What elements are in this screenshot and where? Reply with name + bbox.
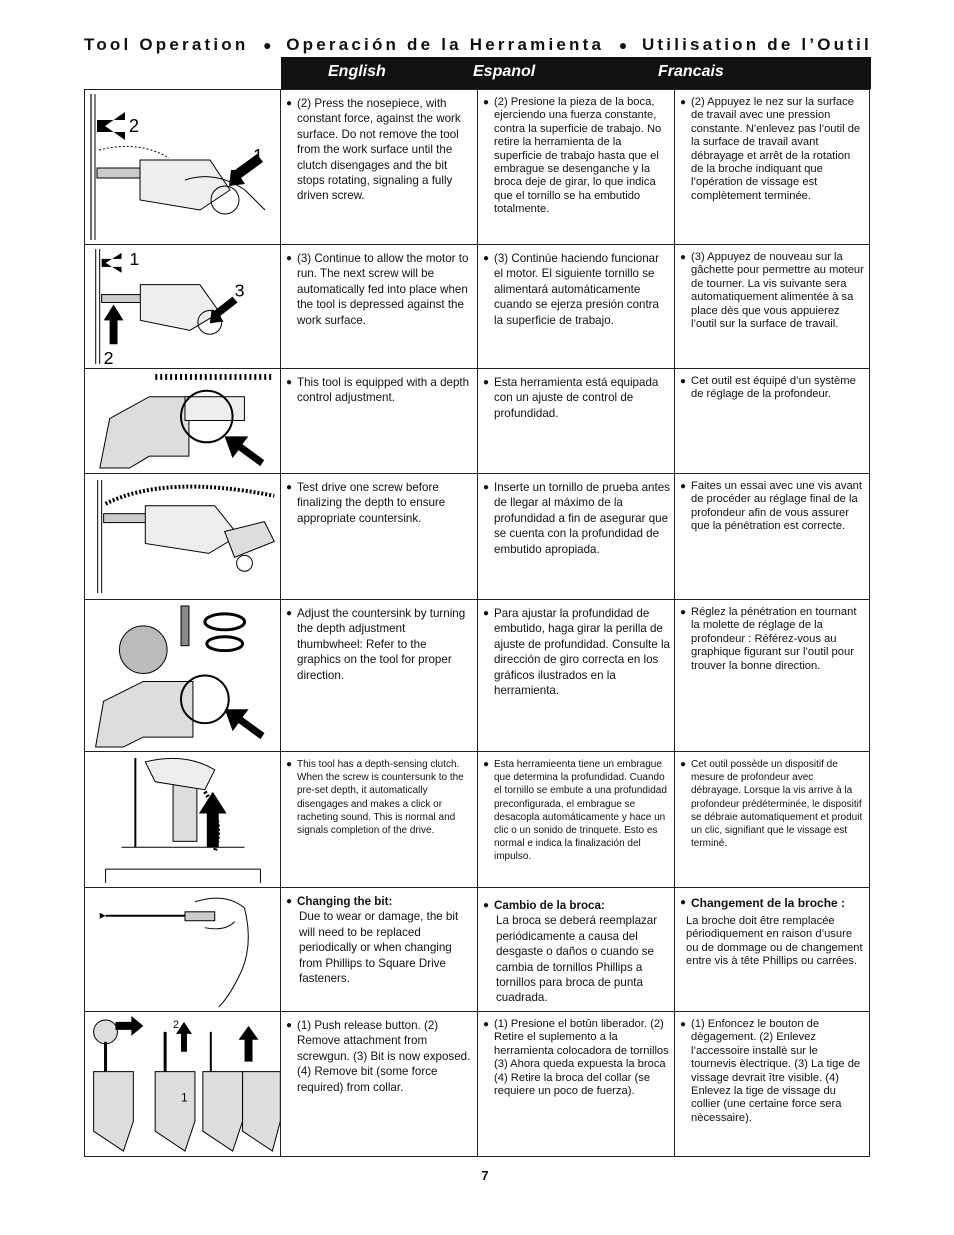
- callout-number: 3: [234, 280, 245, 301]
- table-row: [85, 887, 869, 1011]
- english-cell: [281, 474, 478, 599]
- bullet-icon: ●: [680, 759, 687, 770]
- english-text: (1) Push release button. (2) Remove attachment from screwgun. (3) Bit is now exposed. (4) Remove bit (some force required) from collar.: [297, 1019, 471, 1094]
- spanish-text: (2) Presione la pieza de la boca, ejerciendo una fuerza constante, contra la superficie de trabajo. No retire la herramienta de la superficie de trabajo hasta que el embrague se desenganche y la broca deje de girar, lo que indica que el tornillo se ha embutido totalmente.: [494, 96, 662, 216]
- french-text: (1) Enfoncez le bouton de dègagement. (2) Enlevez l’accessoire installè sur le tournevis èlectrique. (3) La tige de vissage devrait ître visible. (4) Enlevez la tige de vissage du collier (une certaine force sera nècessaire).: [691, 1018, 861, 1124]
- bullet-icon: ●: [286, 482, 293, 493]
- english-cell: [281, 369, 478, 473]
- french-cell: [675, 888, 869, 1011]
- english-text: This tool has a depth-sensing clutch. When the screw is countersunk to the pre-set depth, it automatically disengages and makes a click or racheting sound. This is normal and signals completion of the drive.: [297, 759, 464, 837]
- table-row: [85, 90, 869, 244]
- bullet-icon: ●: [680, 481, 687, 492]
- bullet-icon: ●: [483, 253, 490, 264]
- illustration-cell: [85, 752, 281, 887]
- spanish-heading: Cambio de la broca:: [494, 899, 605, 912]
- illustration-cell: [85, 369, 281, 473]
- depth-clutch-illustration: [85, 752, 281, 887]
- english-cell: [281, 600, 478, 751]
- driver-bit-illustration: [85, 888, 281, 1011]
- french-text: Faites un essai avec une vis avant de procéder au réglage final de la profondeur afin de vous assurer que la pénétration est correcte.: [691, 480, 863, 533]
- bullet-icon: ●: [483, 1019, 490, 1030]
- spanish-text: Inserte un tornillo de prueba antes de llegar al máximo de la profundidad a fin de asegurar que se cuenta con la profundidad de embutido apropiada.: [494, 481, 670, 556]
- callout-number: 2: [129, 116, 140, 136]
- english-text: (2) Press the nosepiece, with constant force, against the work surface. Do not remove the tool from the work surface until the clutch disengages and the bit stops rotating, signaling a fully driven screw.: [297, 97, 461, 203]
- english-cell: [281, 752, 478, 887]
- french-cell: [675, 245, 869, 368]
- spanish-text: La broca se deberá reemplazar periódicamente a causa del desgaste o daños o cuando se cambia de tornillos Phillips a tornillos para broca de punta cuadrada.: [496, 914, 658, 1005]
- english-cell: [281, 245, 478, 368]
- spanish-cell: [478, 752, 675, 887]
- screwgun-feed-illustration: [85, 245, 281, 368]
- spanish-text: Para ajustar la profundidad de embutido, haga girar la perilla de ajuste de profundidad. Consulte la dirección de giro correcta en los gráficos ilustrados en la herramienta.: [494, 607, 670, 698]
- bullet-icon: ●: [680, 97, 687, 108]
- illustration-cell: [85, 474, 281, 599]
- bullet-icon: ●: [286, 1020, 293, 1031]
- language-header-bar: [281, 57, 871, 89]
- title-spanish: Operación de la Herramienta: [286, 35, 605, 54]
- english-text: Test drive one screw before finalizing the depth to ensure appropriate countersink.: [297, 481, 446, 525]
- test-drive-illustration: [85, 474, 281, 599]
- french-cell: [675, 369, 869, 473]
- callout-number: 1: [253, 146, 264, 166]
- table-row: [85, 751, 869, 887]
- illustration-cell: [85, 90, 281, 244]
- english-text: Adjust the countersink by turning the depth adjustment thumbwheel: Refer to the graphics on the tool for proper direction.: [297, 607, 466, 682]
- english-text: This tool is equipped with a depth control adjustment.: [297, 376, 470, 405]
- callout-number: 1: [181, 1090, 188, 1105]
- english-text: Due to wear or damage, the bit will need to be replaced periodically or when changing from Phillips to Square Drive fasteners.: [299, 910, 459, 986]
- title-separator: ●: [263, 37, 272, 53]
- french-heading: Changement de la broche :: [691, 896, 846, 910]
- english-text: (3) Continue to allow the motor to run. The next screw will be automatically fed into place when the tool is depressed against the work surface.: [297, 252, 469, 327]
- french-text: Cet outil possède un dispositif de mesure de profondeur avec débrayage. Lorsque la vis arrive à la profondeur prédéterminée, le dispositif se débraie automatiquement et produit un clic, signifiant que le vissage est terminé.: [691, 759, 863, 850]
- bullet-icon: ●: [286, 377, 293, 388]
- illustration-cell: [85, 245, 281, 368]
- bit-removal-illustration: [85, 1012, 281, 1157]
- english-cell: [281, 888, 478, 1011]
- callout-number: 1: [129, 248, 140, 269]
- english-heading: Changing the bit:: [297, 895, 393, 908]
- bullet-icon: ●: [286, 759, 293, 770]
- bullet-icon: ●: [286, 896, 293, 907]
- english-cell: [281, 90, 478, 244]
- french-text: Réglez la pénétration en tournant la molette de réglage de la profondeur : Référez-vous au graphique figurant sur l’outil pour trouver la bonne direction.: [691, 606, 857, 672]
- bullet-icon: ●: [483, 377, 490, 388]
- french-text: Cet outil est équipé d’un système de réglage de la profondeur.: [691, 375, 856, 401]
- spanish-cell: [478, 245, 675, 368]
- bullet-icon: ●: [483, 759, 490, 770]
- depth-control-illustration: [85, 369, 281, 473]
- title-french: Utilisation de l’Outil: [641, 35, 872, 54]
- bullet-icon: ●: [680, 897, 687, 908]
- english-cell: [281, 1012, 478, 1157]
- table-row: [85, 368, 869, 473]
- bullet-icon: ●: [483, 97, 490, 108]
- title-english: Tool Operation: [84, 35, 249, 54]
- french-cell: [675, 474, 869, 599]
- spanish-cell: [478, 474, 675, 599]
- language-french: Francais: [658, 63, 724, 80]
- spanish-text: (1) Presione el botûn liberador. (2) Retire el suplemento a la herramienta colocadora de tornillos (3) Ahora queda expuesta la broca (4) Retire la broca del collar (se requiere un poco de fuerza).: [494, 1018, 669, 1098]
- french-text: (3) Appuyez de nouveau sur la gâchette pour permettre au moteur de tourner. La vis suivante sera automatiquement alimentée à sa place dès que vous appuierez l’outil sur la surface de travail.: [691, 251, 864, 331]
- spanish-cell: [478, 888, 675, 1011]
- bullet-icon: ●: [680, 1019, 687, 1030]
- spanish-text: Esta herramieenta tiene un embrague que determina la profundidad. Cuando el tornillo se embute a una profundidad preconfigurada, el embrague se desacopla automáticamente y hace un clic o un sonido de trinquete. Esto es normal e indica la finalización del impulso.: [494, 759, 667, 863]
- spanish-text: Esta herramienta está equipada con un ajuste de control de profundidad.: [494, 376, 659, 420]
- screwgun-press-illustration: [85, 90, 281, 244]
- table-row: [85, 1011, 869, 1157]
- bullet-icon: ●: [483, 608, 490, 619]
- bullet-icon: ●: [680, 607, 687, 618]
- table-row: [85, 473, 869, 599]
- bullet-icon: ●: [286, 608, 293, 619]
- spanish-text: (3) Continúe haciendo funcionar el motor. El siguiente tornillo se alimentará automáticamente cuando se ejerza presión contra la superficie de trabajo.: [494, 252, 659, 327]
- illustration-cell: [85, 600, 281, 751]
- table-row: [85, 244, 869, 368]
- title-separator: ●: [618, 37, 628, 53]
- illustration-cell: [85, 1012, 281, 1157]
- french-cell: [675, 90, 869, 244]
- thumbwheel-adjust-illustration: [85, 600, 281, 751]
- french-cell: [675, 600, 869, 751]
- illustration-cell: [85, 888, 281, 1011]
- language-spanish: Espanol: [473, 63, 536, 80]
- spanish-cell: [478, 90, 675, 244]
- spanish-cell: [478, 600, 675, 751]
- spanish-cell: [478, 369, 675, 473]
- bullet-icon: ●: [483, 482, 490, 493]
- callout-number: 2: [103, 348, 114, 368]
- table-row: [85, 599, 869, 751]
- language-english: English: [328, 63, 386, 80]
- page-title: [84, 34, 872, 56]
- bullet-icon: ●: [680, 252, 687, 263]
- bullet-icon: ●: [680, 376, 687, 387]
- french-text: La broche doit être remplacée périodiquement en raison d’usure ou de dommage ou de changement entre vis à tête Phillips ou carrées.: [686, 915, 863, 968]
- french-text: (2) Appuyez le nez sur la surface de travail avec une pression constante. N’enlevez pas l’outil de la surface de travail avant débrayage et arrêt de la rotation de la broche indiquant que l’opération de vissage est complètement terminée.: [691, 96, 861, 202]
- french-cell: [675, 752, 869, 887]
- instruction-table: [84, 89, 870, 1157]
- spanish-cell: [478, 1012, 675, 1157]
- bullet-icon: ●: [286, 98, 293, 109]
- bullet-icon: ●: [286, 253, 293, 264]
- bullet-icon: ●: [483, 900, 490, 911]
- page-number: 7: [481, 1168, 489, 1183]
- french-cell: [675, 1012, 869, 1157]
- callout-number: 2: [173, 1018, 180, 1031]
